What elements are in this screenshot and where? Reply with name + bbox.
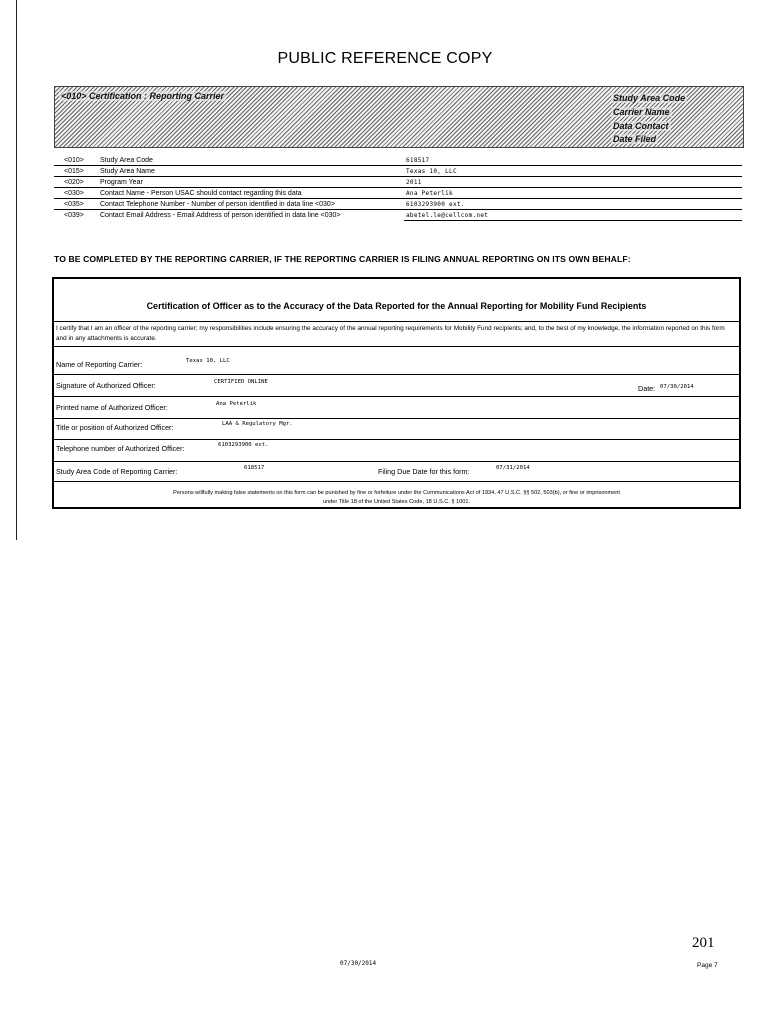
study-area-field	[56, 465, 739, 477]
row-value: Ana Peterlik	[406, 190, 453, 197]
printed-name-label: Printed name of Authorized Officer:	[56, 403, 168, 412]
row-label: Study Area Name	[100, 168, 155, 175]
row-label: Study Area Code	[100, 157, 153, 164]
certification-box	[52, 277, 741, 509]
signature-field	[56, 379, 739, 391]
redacted-line-3: Data Contact	[613, 121, 669, 131]
divider	[54, 461, 739, 462]
printed-name-field	[56, 401, 739, 413]
row-label: Contact Name - Person USAC should contact regarding this data	[100, 190, 302, 197]
position-field	[56, 421, 739, 433]
redacted-line-2: Carrier Name	[613, 107, 670, 117]
row-label: Program Year	[100, 179, 143, 186]
page-number: 201	[692, 935, 715, 951]
position-value: LAA & Regulatory Mgr.	[222, 421, 293, 427]
row-value: 6103293900 ext.	[406, 201, 465, 208]
study-area-value: 618517	[244, 465, 265, 471]
section-heading: TO BE COMPLETED BY THE REPORTING CARRIER, IF THE REPORTING CARRIER IS FILING ANNUAL REPORTING ON ITS OWN BEHALF:	[54, 254, 631, 264]
row-code: <010>	[64, 157, 84, 164]
signature-label: Signature of Authorized Officer:	[56, 381, 156, 390]
redacted-line-4: Date Filed	[613, 134, 657, 144]
divider	[54, 346, 739, 347]
report-row	[54, 210, 742, 221]
divider	[54, 374, 739, 375]
date-label: Date:	[638, 384, 656, 393]
row-code: <039>	[64, 212, 84, 219]
divider	[54, 439, 739, 440]
page-title: PUBLIC REFERENCE COPY	[277, 50, 493, 67]
divider	[54, 321, 739, 322]
left-margin-rule	[16, 0, 17, 540]
row-label: Contact Telephone Number - Number of person identified in data line <030>	[100, 201, 335, 208]
row-label: Contact Email Address - Email Address of person identified in data line <030>	[100, 212, 341, 219]
certification-statement: I certify that I am an officer of the reporting carrier; my responsibilities include ensuring the accuracy of the annual reporting requirements for Mobility Fund recipients; and, to the best of my knowledge, the information reported on this form and in any attachments is accurate.	[56, 325, 725, 342]
report-row	[54, 166, 742, 177]
penalty-footnote-line-2: under Title 18 of the United States Code, 18 U.S.C. § 1001.	[322, 499, 471, 505]
row-value: 2011	[406, 179, 422, 186]
redacted-block	[54, 86, 744, 148]
row-code: <015>	[64, 168, 84, 175]
row-code: <030>	[64, 190, 84, 197]
row-code: <035>	[64, 201, 84, 208]
report-row	[54, 177, 742, 188]
report-row	[54, 188, 742, 199]
date-value: 07/30/2014	[660, 384, 694, 390]
phone-field	[56, 442, 739, 454]
penalty-footnote-line-1: Persons willfully making false statements on this form can be punished by fine or forfeiture under the Communications Act of 1934, 47 U.S.C. §§ 502, 503(b), or fine or imprisonment	[173, 490, 620, 496]
redacted-line-1: Study Area Code	[613, 93, 686, 103]
page-label: Page 7	[697, 962, 718, 969]
carrier-name-label: Name of Reporting Carrier:	[56, 360, 143, 369]
divider	[54, 396, 739, 397]
divider	[54, 481, 739, 482]
report-row	[54, 199, 742, 210]
row-value: 618517	[406, 157, 430, 164]
signature-value: CERTIFIED ONLINE	[214, 379, 268, 385]
row-code: <020>	[64, 179, 84, 186]
certification-title: Certification of Officer as to the Accuracy of the Data Reported for the Annual Reporting for Mobility Fund Recipients	[146, 301, 647, 311]
position-label: Title or position of Authorized Officer:	[56, 423, 174, 432]
study-area-label: Study Area Code of Reporting Carrier:	[56, 467, 178, 476]
divider	[54, 418, 739, 419]
report-rows	[54, 155, 742, 221]
carrier-name-field	[56, 358, 739, 370]
phone-value: 6103293900 ext.	[218, 442, 269, 448]
printed-name-value: Ana Peterlik	[216, 401, 257, 407]
due-date-label: Filing Due Date for this form:	[378, 467, 470, 476]
redacted-block-heading: <010> Certification : Reporting Carrier	[61, 91, 225, 101]
row-rule	[404, 220, 742, 221]
penalty-footnote	[54, 489, 739, 507]
row-value: Texas 10, LLC	[406, 168, 457, 175]
phone-label: Telephone number of Authorized Officer:	[56, 444, 185, 453]
row-value: abetel.le@cellcom.net	[406, 212, 489, 219]
due-date-value: 07/31/2014	[496, 465, 530, 471]
report-row	[54, 155, 742, 166]
carrier-name-value: Texas 10, LLC	[186, 358, 230, 364]
footer-date: 07/30/2014	[340, 960, 377, 967]
